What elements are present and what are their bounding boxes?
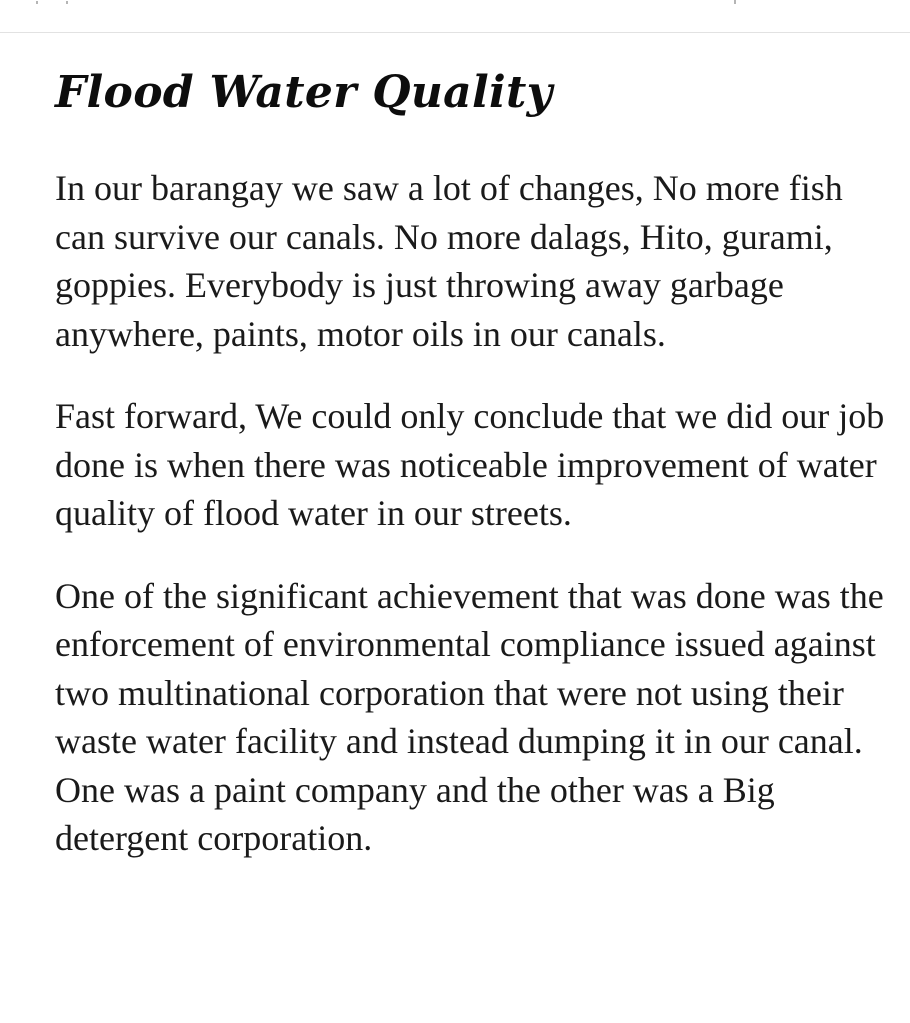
article-body xyxy=(55,62,895,897)
article-title: Flood Water Quality xyxy=(55,67,553,118)
article-paragraph: Fast forward, We could only conclude that we did our job done is when there was noticeable improvement of water quality of flood water in our streets. xyxy=(55,396,885,533)
top-toolbar xyxy=(0,0,910,33)
article-paragraph: In our barangay we saw a lot of changes, No more fish can survive our canals. No more dalags, Hito, gurami, goppies. Everybody is just throwing away garbage anywhere, paints, motor oils in our canals. xyxy=(55,168,843,354)
back-icon[interactable] xyxy=(34,0,74,4)
toolbar-divider xyxy=(734,0,736,4)
article-paragraph: One of the significant achievement that was done was the enforcement of environmental compliance issued against two multinational corporation that were not using their waste water facility and instead dumping it in our canal. One was a paint company and the other was a Big detergent corporation. xyxy=(55,575,884,858)
